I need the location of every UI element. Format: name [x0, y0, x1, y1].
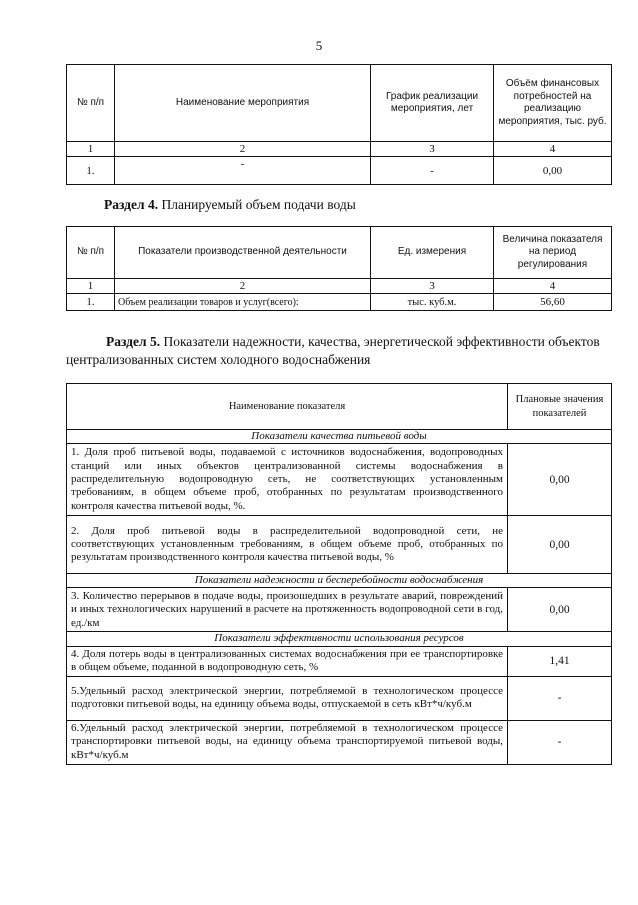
table-header-row: [67, 65, 612, 142]
header-cell: Объём финансовых потребностей на реализацию мероприятия, тыс. руб.: [494, 65, 612, 142]
indicator-name: 5.Удельный расход электрической энергии, потребляемой в технологическом процессе подготовки питьевой воды, на единицу объема воды, отпускаемой в сеть кВт*ч/куб.м: [67, 676, 508, 720]
water-supply-volume-table: [66, 226, 612, 311]
table-row: [67, 676, 612, 720]
unit-value: тыс. куб.м.: [371, 294, 494, 311]
group-row: [67, 632, 612, 646]
table-row: [67, 294, 612, 311]
indicator-name: 3. Количество перерывов в подаче воды, произошедших в результате аварий, повреждений и иных технологических нарушений в расчете на протяженность водопроводной сети в год, ед./км: [67, 588, 508, 632]
header-cell: Наименование мероприятия: [115, 65, 371, 142]
activities-table: [66, 64, 612, 185]
header-cell: № п/п: [67, 65, 115, 142]
financing-value: 0,00: [494, 157, 612, 185]
index-cell: 2: [115, 142, 371, 157]
indicator-value: -: [508, 676, 612, 720]
activity-name: -: [115, 157, 371, 185]
indicator-value: 1,41: [508, 646, 612, 676]
table-row: [67, 720, 612, 764]
header-cell: Показатели производственной деятельности: [115, 227, 371, 279]
group-row: [67, 574, 612, 588]
table-row: [67, 444, 612, 516]
indicator-name: Объем реализации товаров и услуг(всего):: [115, 294, 371, 311]
header-cell: Ед. измерения: [371, 227, 494, 279]
indicator-name: 4. Доля потерь воды в централизованных системах водоснабжения при ее транспортировке в общем объеме, поданной в водопроводную сеть, %: [67, 646, 508, 676]
indicator-value: 56,60: [494, 294, 612, 311]
indicator-name: 6.Удельный расход электрической энергии, потребляемой в технологическом процессе транспортировки питьевой воды, на единицу объема транспортируемой питьевой воды, кВт*ч/куб.м: [67, 720, 508, 764]
indicator-value: 0,00: [508, 444, 612, 516]
row-number: 1.: [67, 157, 115, 185]
header-cell: Плановые значения показателей: [508, 384, 612, 430]
reliability-indicators-table: [66, 383, 612, 765]
table-row: [67, 588, 612, 632]
group-title: Показатели качества питьевой воды: [67, 430, 612, 444]
group-title: Показатели эффективности использования ресурсов: [67, 632, 612, 646]
section-label: Раздел 5.: [106, 334, 161, 349]
header-cell: № п/п: [67, 227, 115, 279]
table-header-row: [67, 384, 612, 430]
row-number: 1.: [67, 294, 115, 311]
group-title: Показатели надежности и бесперебойности водоснабжения: [67, 574, 612, 588]
header-cell: Величина показателя на период регулирования: [494, 227, 612, 279]
index-cell: 3: [371, 279, 494, 294]
index-cell: 4: [494, 279, 612, 294]
header-cell: Наименование показателя: [67, 384, 508, 430]
section-4-title: [104, 196, 356, 214]
table-header-row: [67, 227, 612, 279]
indicator-name: 2. Доля проб питьевой воды в распределительной водопроводной сети, не соответствующих установленным требованиям, в общем объеме проб, отобранных по результатам производственного контроля качества питьевой воды, %: [67, 516, 508, 574]
table-row: [67, 516, 612, 574]
schedule-value: -: [371, 157, 494, 185]
table-row: [67, 157, 612, 185]
section-5-title: [66, 333, 614, 368]
index-cell: 3: [371, 142, 494, 157]
column-index-row: [67, 142, 612, 157]
index-cell: 1: [67, 279, 115, 294]
index-cell: 4: [494, 142, 612, 157]
index-cell: 2: [115, 279, 371, 294]
section-title-text: Планируемый объем подачи воды: [158, 197, 356, 212]
index-cell: 1: [67, 142, 115, 157]
section-label: Раздел 4.: [104, 197, 159, 212]
header-cell: График реализации мероприятия, лет: [371, 65, 494, 142]
indicator-value: 0,00: [508, 588, 612, 632]
section-title-text: Показатели надежности, качества, энергетической эффективности объектов централизованных систем холодного водоснабжения: [66, 334, 600, 367]
column-index-row: [67, 279, 612, 294]
indicator-name: 1. Доля проб питьевой воды, подаваемой с источников водоснабжения, водопроводных станций или иных объектов централизованной системы водоснабжения в распределительную водопроводную сеть, не соответствующих установленным требованиям, в общем объеме проб, отобранных по результатам производственного контроля качества питьевой воды, %.: [67, 444, 508, 516]
group-row: [67, 430, 612, 444]
table-row: [67, 646, 612, 676]
page-number: 5: [315, 38, 323, 53]
indicator-value: 0,00: [508, 516, 612, 574]
indicator-value: -: [508, 720, 612, 764]
